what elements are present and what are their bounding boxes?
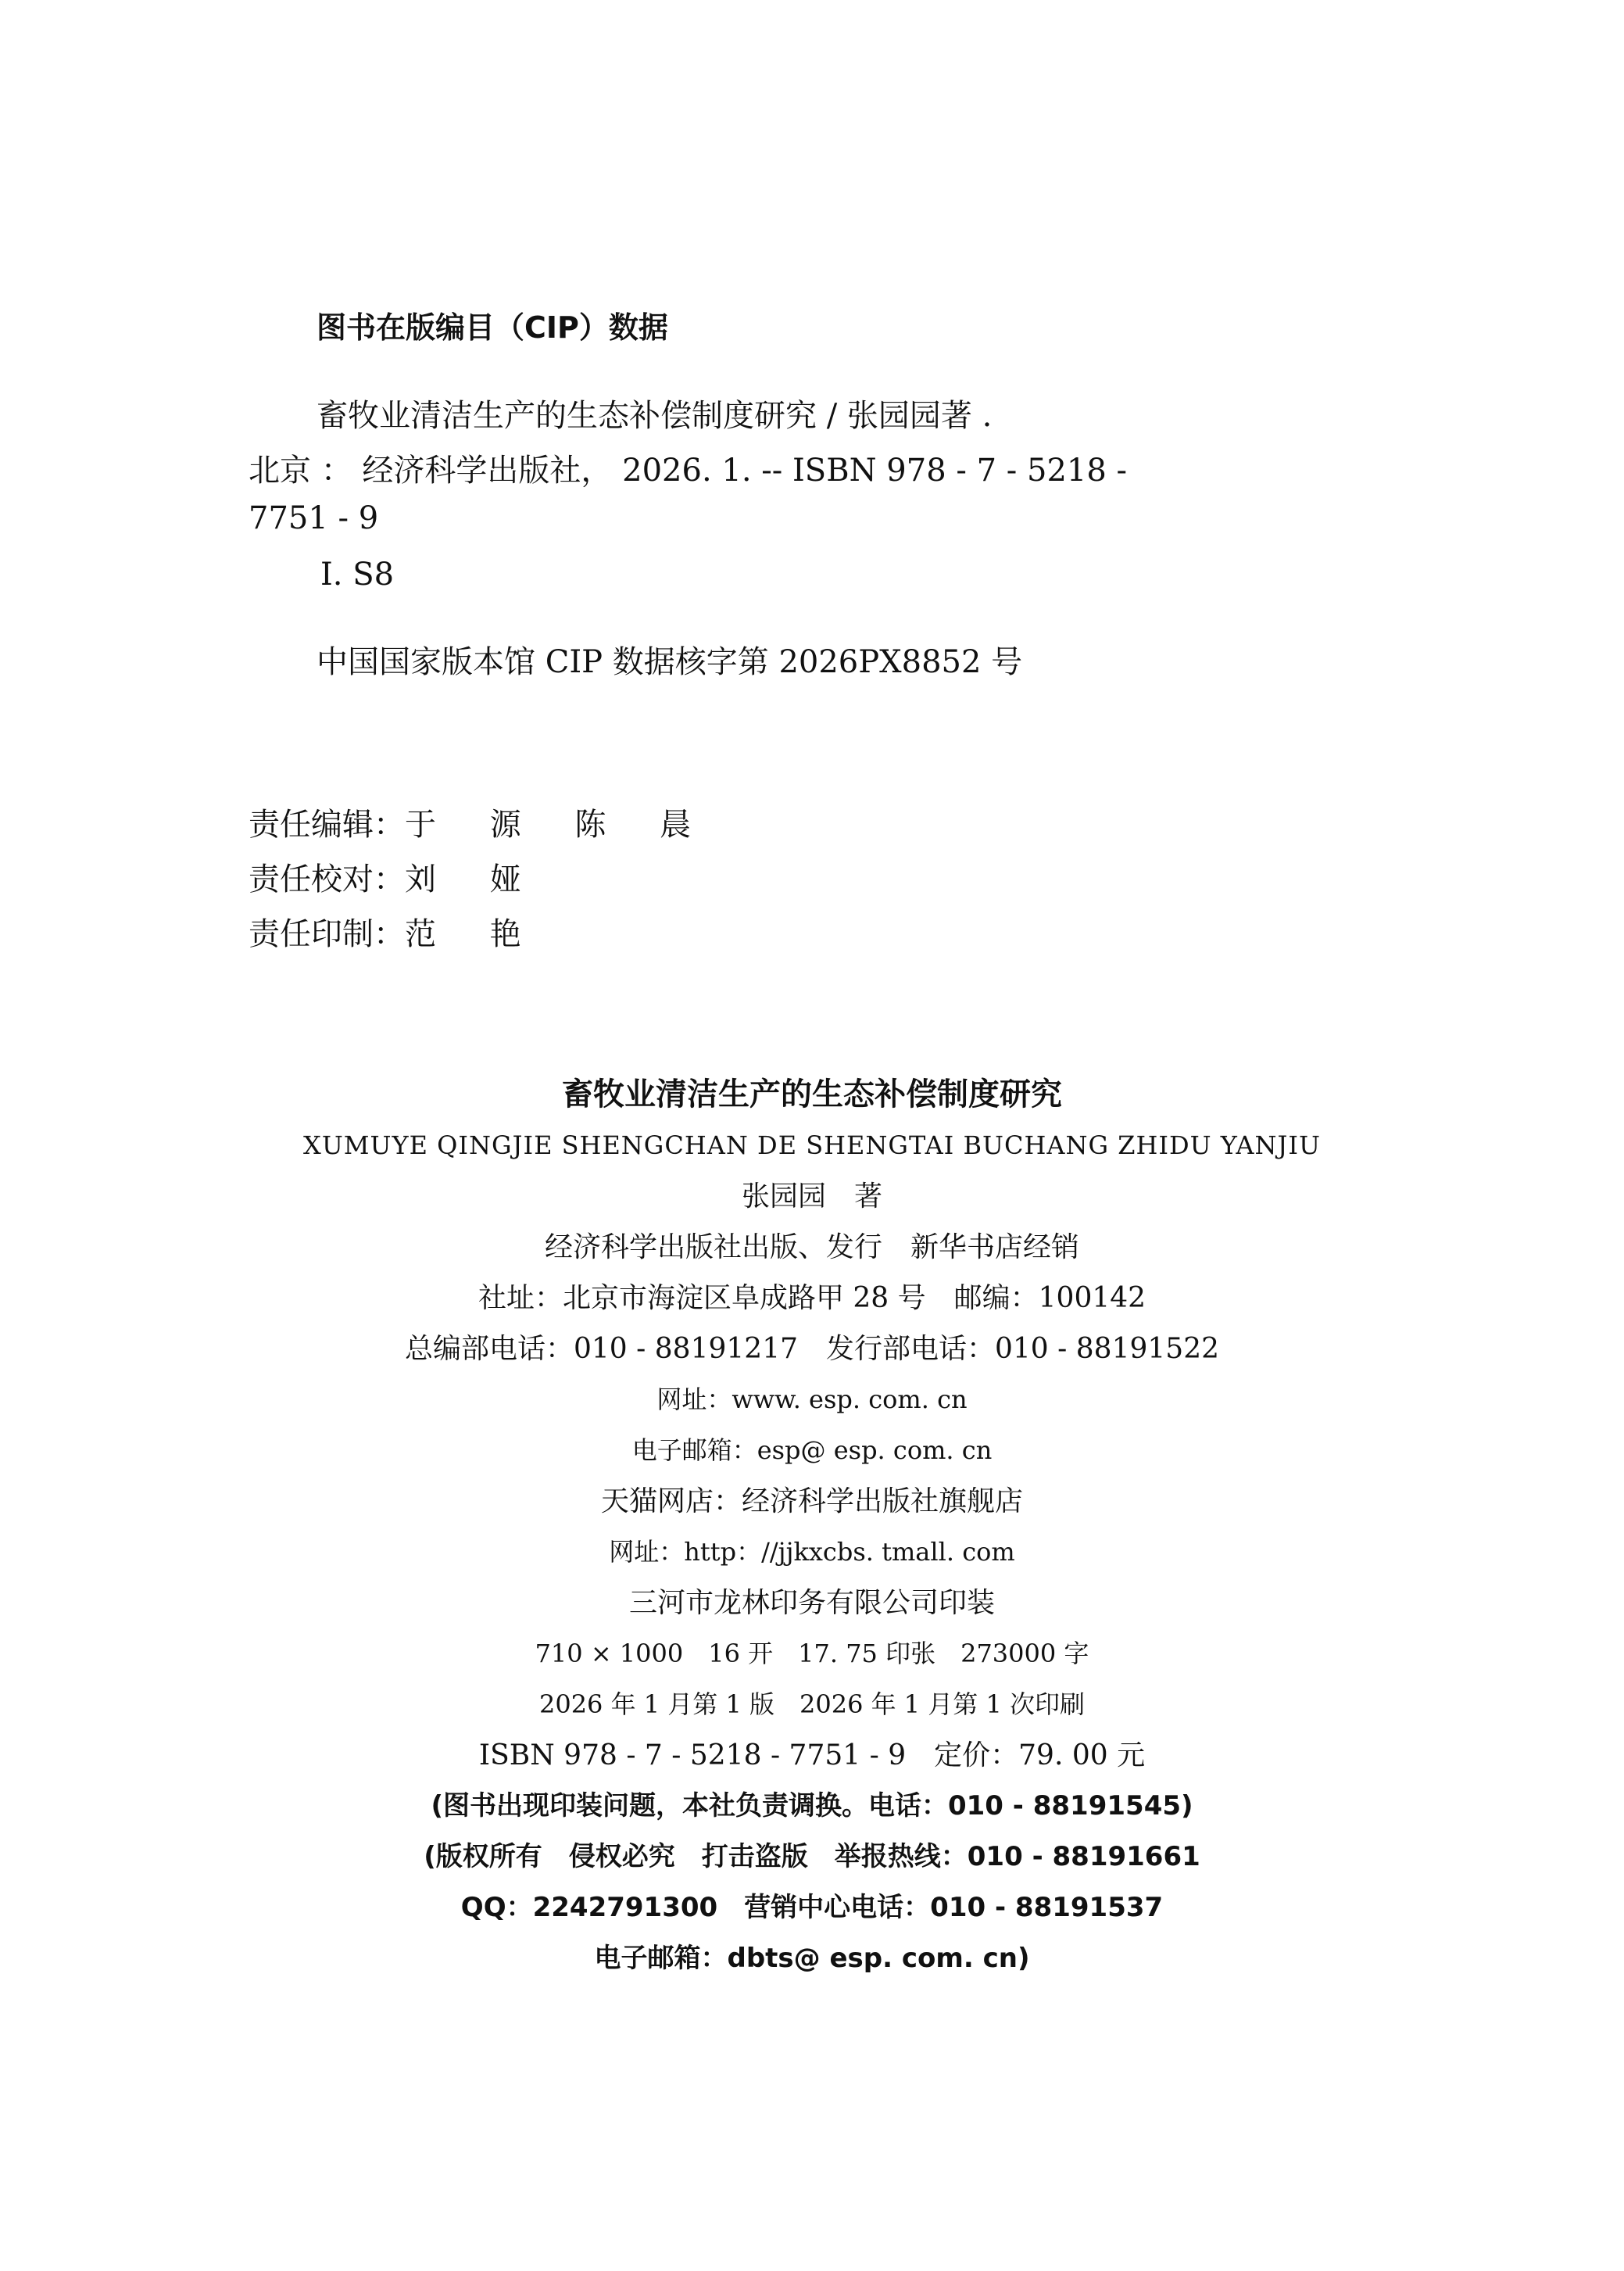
- colophon-printer: 三河市龙林印务有限公司印装: [628, 1587, 995, 1619]
- colophon-pinyin-title: XUMUYE QINGJIE SHENGCHAN DE SHENGTAI BUCHANG ZHIDU YANJIU: [303, 1130, 1321, 1160]
- staff-proofreader-names: 刘 娅: [405, 861, 543, 897]
- colophon-tmall-store: 天猫网店：经济科学出版社旗舰店: [600, 1485, 1023, 1517]
- colophon-address: 社址：北京市海淀区阜成路甲 28 号 邮编：100142: [478, 1282, 1146, 1314]
- colophon-notice-copyright: (版权所有 侵权必究 打击盗版 举报热线：010 - 88191661: [424, 1841, 1200, 1872]
- colophon-title: 畜牧业清洁生产的生态补偿制度研究: [562, 1076, 1062, 1112]
- colophon: [0, 1069, 1624, 1984]
- staff-editor-row: [249, 800, 713, 844]
- cip-isbn-continuation: 7751 - 9: [249, 500, 379, 536]
- cip-record-number: 中国国家版本馆 CIP 数据核字第 2026PX8852 号: [317, 644, 1023, 680]
- staff-editor-label: 责任编辑：: [249, 807, 405, 843]
- staff-proofreader-row: [249, 854, 543, 899]
- colophon-website: 网址：www. esp. com. cn: [656, 1384, 968, 1414]
- cip-title-line: 畜牧业清洁生产的生态补偿制度研究 / 张园园著 .: [317, 398, 993, 434]
- staff-editor-names: 于 源 陈 晨: [405, 807, 714, 843]
- colophon-phones: 总编部电话：010 - 88191217 发行部电话：010 - 88191522: [405, 1333, 1219, 1365]
- colophon-notice-contact: QQ：2242791300 营销中心电话：010 - 88191537: [460, 1892, 1164, 1923]
- colophon-notice-replacement: (图书出现印装问题，本社负责调换。电话：010 - 88191545): [431, 1790, 1193, 1821]
- colophon-email: 电子邮箱：esp@ esp. com. cn: [631, 1435, 993, 1465]
- staff-proofreader-label: 责任校对：: [249, 861, 405, 897]
- colophon-author: 张园园 著: [741, 1180, 882, 1213]
- cip-publisher-line: 北京 ： 经济科学出版社， 2026. 1. -- ISBN 978 - 7 - 5218 -: [249, 453, 1128, 489]
- staff-print-label: 责任印制：: [249, 916, 405, 952]
- cip-heading: 图书在版编目（CIP）数据: [317, 310, 668, 345]
- colophon-edition: 2026 年 1 月第 1 版 2026 年 1 月第 1 次印刷: [538, 1689, 1086, 1719]
- staff-print-names: 范 艳: [405, 916, 543, 952]
- colophon-isbn-price: ISBN 978 - 7 - 5218 - 7751 - 9 定价：79. 00 元: [478, 1739, 1146, 1771]
- colophon-tmall-url: 网址：http：//jjkxcbs. tmall. com: [609, 1537, 1015, 1567]
- cip-classification: Ⅰ. S8: [320, 557, 395, 593]
- colophon-format: 710 × 1000 16 开 17. 75 印张 273000 字: [535, 1639, 1089, 1668]
- staff-print-row: [249, 909, 543, 954]
- colophon-notice-email: 电子邮箱：dbts@ esp. com. cn): [594, 1943, 1030, 1974]
- colophon-publisher: 经济科学出版社出版、发行 新华书店经销: [544, 1231, 1079, 1263]
